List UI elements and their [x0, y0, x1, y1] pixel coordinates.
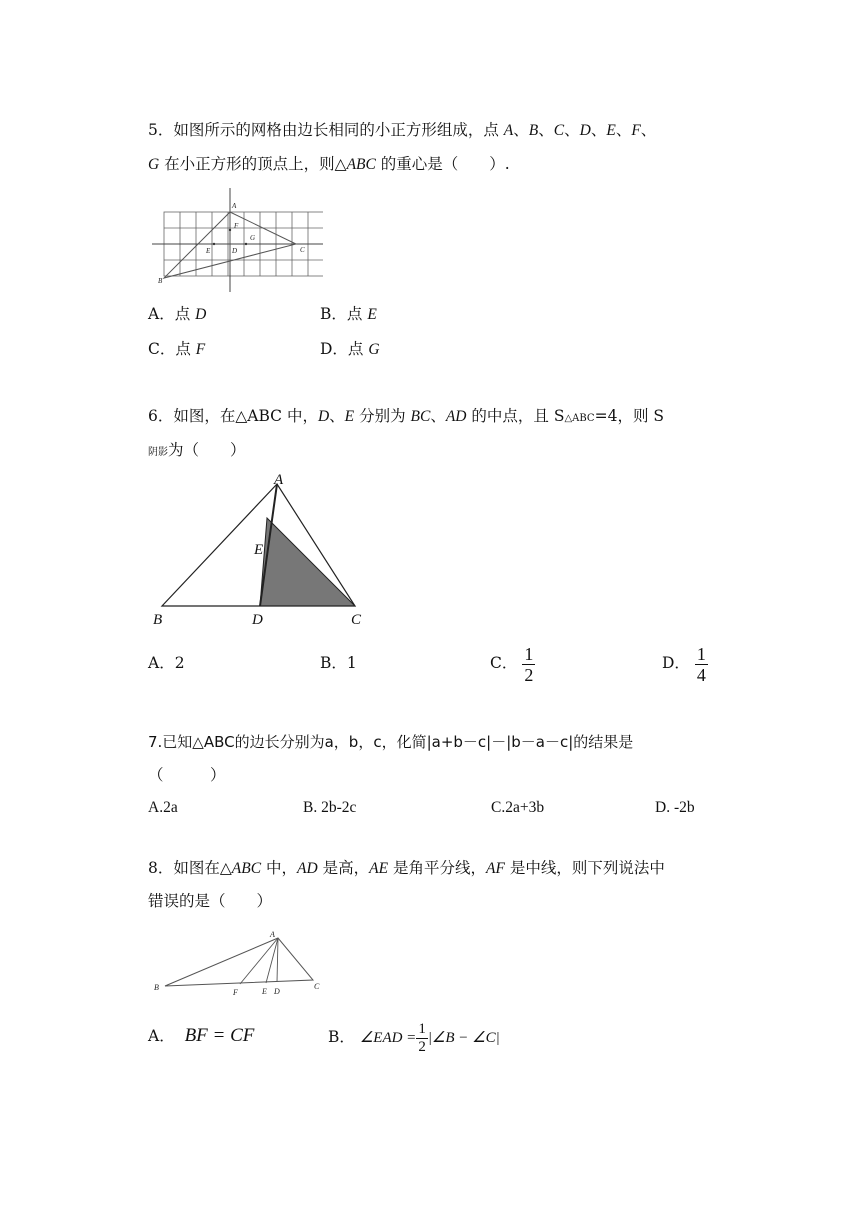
option-prefix: A． [148, 654, 175, 672]
q7-option-B[interactable]: B. 2b-2c [303, 799, 357, 816]
q5-point-C: C [553, 122, 565, 139]
q6-label-A: A [274, 472, 284, 488]
option-value: 1 [346, 654, 357, 672]
q8-text: 是角平分线， [388, 859, 486, 877]
q6-label-D: D [252, 612, 263, 628]
q5-grid-figure [148, 188, 323, 296]
q5-option-B[interactable] [320, 303, 377, 326]
q6-label-B: B [153, 612, 163, 628]
q6-option-D[interactable] [662, 641, 708, 685]
q6-triangle-figure [150, 470, 375, 630]
option-var: D [195, 306, 207, 323]
q8-option-B[interactable] [328, 1015, 500, 1060]
q5-label-D: D [232, 247, 238, 255]
q5-sep: 、 [513, 121, 529, 139]
q8-text: 是高， [317, 859, 370, 877]
q8-var: AD [297, 860, 318, 877]
option-prefix: A．点 [148, 305, 196, 323]
q6-var-E: E [344, 408, 355, 425]
q5-point-G-dot [245, 243, 247, 245]
q5-label-G: G [250, 234, 256, 242]
q5-option-D[interactable] [320, 338, 380, 361]
q6-var-BC: BC [410, 408, 431, 425]
q5-sep: 、 [640, 121, 657, 139]
q5-sep: 、 [538, 121, 554, 139]
option-var: E [367, 306, 377, 323]
q5-point-E-dot [213, 243, 215, 245]
q8-label-A: A [270, 930, 275, 939]
option-prefix: B． [320, 654, 347, 672]
fraction [695, 644, 708, 685]
q6-text: 6．如图，在△ABC 中， [148, 407, 318, 425]
option-prefix: C．点 [148, 340, 196, 358]
q5-point-G: G [148, 156, 160, 173]
q6-var-AD: AD [445, 408, 467, 425]
q8-option-A[interactable] [148, 1025, 254, 1047]
q5-label-A: A [232, 202, 237, 210]
fraction-denominator: 2 [418, 1038, 426, 1055]
q6-line1 [148, 405, 664, 430]
q6-label-C: C [351, 612, 362, 628]
q6-option-C[interactable] [490, 641, 535, 685]
q5-sep: 、 [615, 121, 632, 139]
q6-label-E: E [254, 542, 264, 558]
q6-option-B[interactable] [320, 652, 357, 674]
q6-option-A[interactable] [148, 652, 185, 674]
q5-point-F-dot [229, 229, 231, 231]
q5-label-B: B [158, 277, 163, 285]
q5-text: 的重心是（ ）. [375, 155, 510, 173]
q7-option-D[interactable]: D. -2b [655, 799, 695, 816]
fraction-denominator: 2 [524, 664, 534, 685]
option-prefix: B．点 [320, 305, 368, 323]
q8-var: AE [369, 860, 389, 877]
fraction [522, 644, 535, 685]
q8-label-D: D [274, 987, 280, 996]
option-value: 2 [174, 654, 185, 672]
q8-altitude-AD [277, 938, 278, 982]
q5-label-E: E [206, 247, 211, 255]
fraction-denominator: 4 [696, 664, 706, 685]
q6-text: =4，则 S [594, 407, 664, 425]
q5-text: 在小正方形的顶点上，则△ [159, 155, 347, 173]
q5-triangle-name: ABC [346, 156, 376, 173]
q8-label-C: C [314, 982, 320, 991]
q5-text: 5．如图所示的网格由边长相同的小正方形组成，点 [148, 121, 504, 139]
q7-option-C[interactable]: C.2a+3b [491, 799, 545, 816]
option-math: |∠B − ∠C| [427, 1030, 500, 1046]
q7-line2: （ ） [148, 766, 226, 784]
q5-line1 [148, 119, 656, 142]
option-prefix: B． [328, 1028, 355, 1046]
q5-option-C[interactable] [148, 338, 205, 361]
option-var: G [368, 341, 380, 358]
q8-label-B: B [154, 983, 159, 992]
q6-text: 为（ ） [168, 441, 246, 459]
q8-line1 [148, 857, 665, 880]
q5-line2 [148, 153, 510, 176]
option-math: BF = CF [184, 1025, 255, 1046]
q6-subscript: △ABC [564, 413, 595, 424]
q8-text: 8．如图在△ [148, 859, 232, 877]
q7-line1: 7.已知△ABC的边长分别为a，b，c，化简|a+b－c|－|b－a－c|的结果是 [148, 733, 634, 751]
option-prefix: D．点 [320, 340, 369, 358]
q6-var-D: D [317, 408, 330, 425]
option-prefix: D． [662, 654, 690, 672]
q5-sep: 、 [590, 121, 607, 139]
q6-text: 分别为 [354, 407, 411, 425]
q8-label-E: E [262, 987, 267, 996]
option-prefix: C． [490, 654, 518, 672]
q5-sep: 、 [564, 121, 580, 139]
q6-sep: 、 [329, 407, 345, 425]
q7-option-A[interactable]: A.2a [148, 799, 178, 816]
q5-point-A: A [503, 122, 514, 139]
q5-point-E: E [606, 122, 616, 139]
q8-var: ABC [231, 860, 262, 877]
option-var: F [195, 341, 206, 358]
q5-option-A[interactable] [148, 303, 206, 326]
q6-text: 的中点，且 S [466, 407, 565, 425]
fraction-numerator: 1 [696, 643, 706, 664]
q5-point-B: B [528, 122, 539, 139]
fraction-numerator: 1 [524, 643, 534, 664]
fraction [416, 1021, 428, 1056]
q6-sep: 、 [430, 407, 446, 425]
q5-point-F: F [631, 122, 641, 139]
q8-text: 中， [261, 859, 298, 877]
q8-line2: 错误的是（ ） [148, 892, 273, 910]
q5-point-D: D [579, 122, 591, 139]
q5-label-C: C [300, 246, 305, 254]
q8-var: AF [486, 860, 505, 877]
fraction-numerator: 1 [418, 1020, 426, 1037]
option-math: ∠EAD = [359, 1030, 417, 1046]
option-prefix: A． [148, 1027, 175, 1045]
q5-label-F: F [234, 222, 239, 230]
q8-triangle-ABC [165, 938, 313, 986]
q8-text: 是中线，则下列说法中 [504, 859, 665, 877]
q6-subscript: 阴影 [148, 447, 168, 458]
q8-label-F: F [233, 988, 238, 997]
q8-triangle-figure [150, 928, 330, 1000]
q6-line2 [148, 439, 246, 464]
